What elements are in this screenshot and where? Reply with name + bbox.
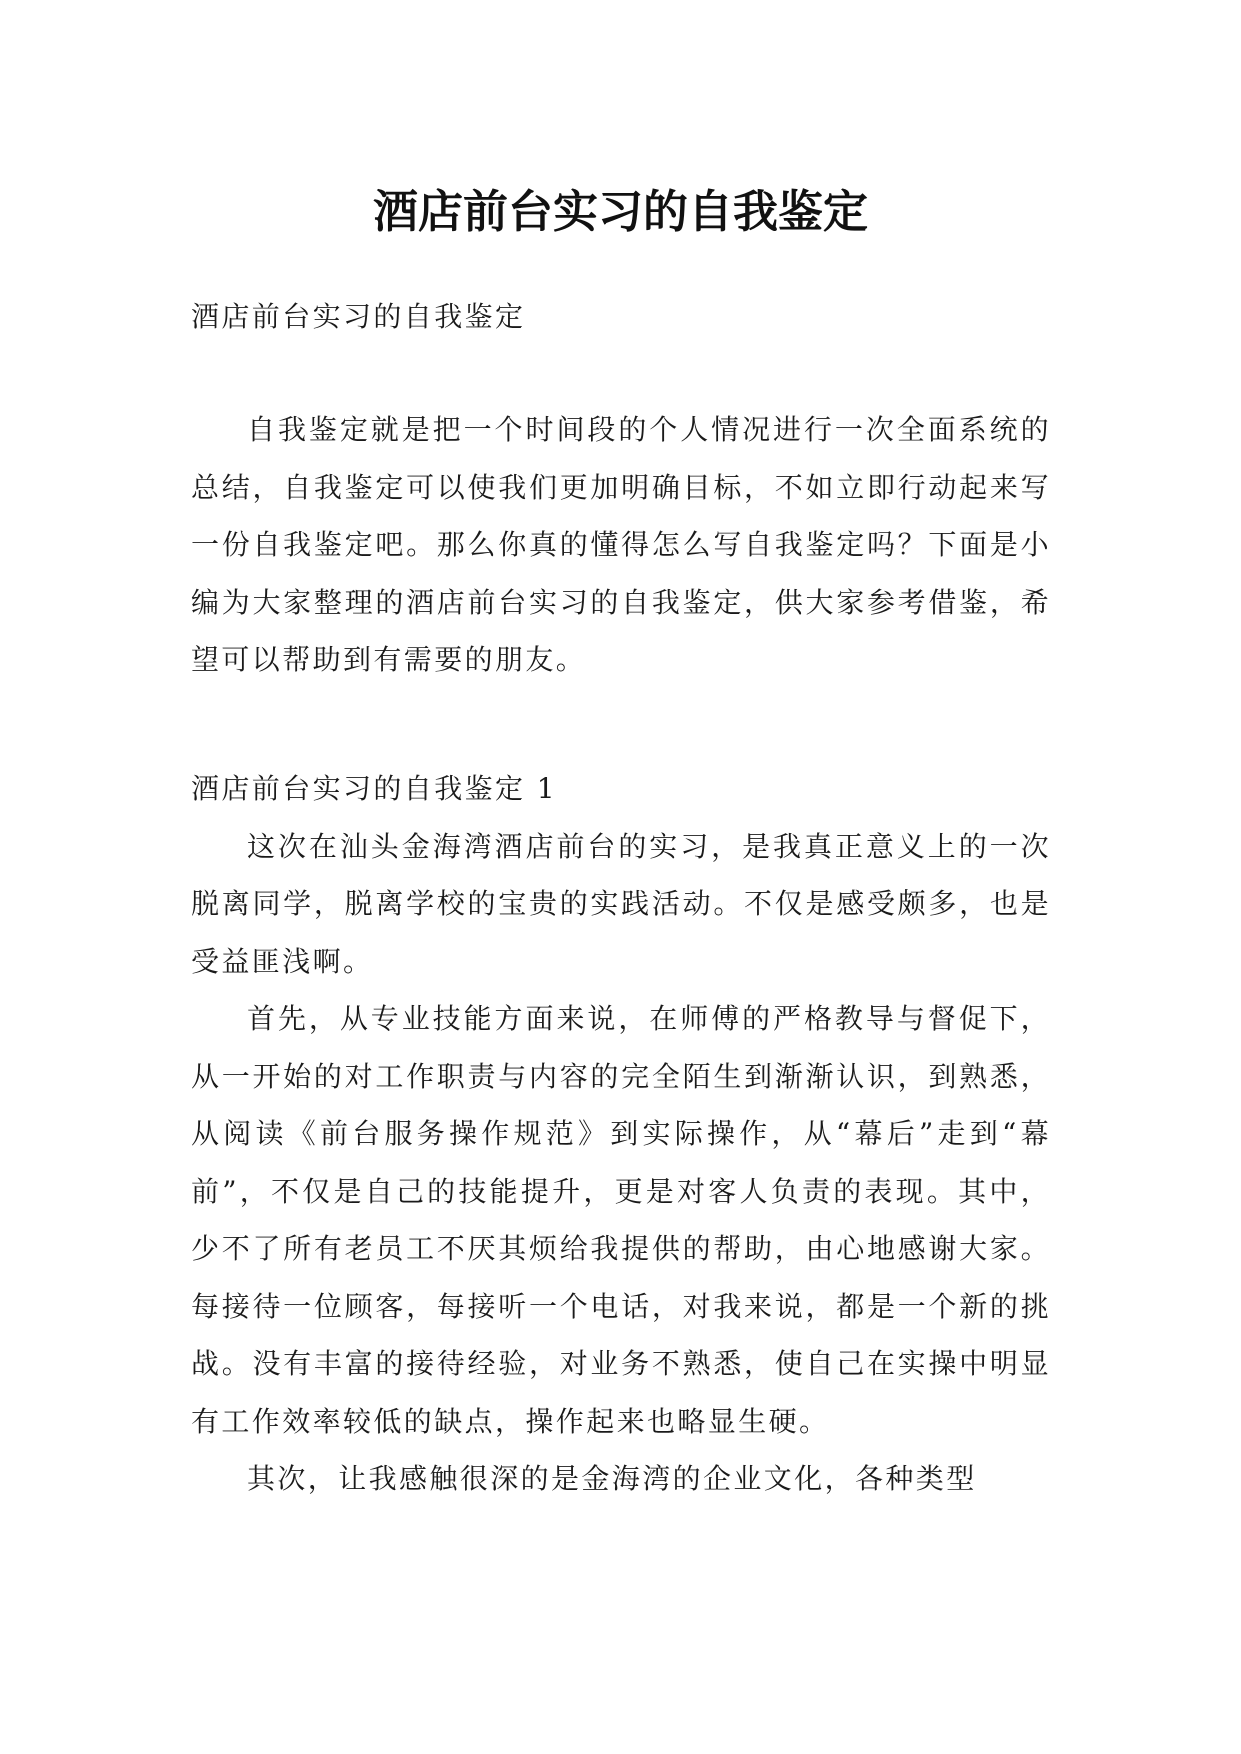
document-title: 酒店前台实习的自我鉴定 — [372, 185, 868, 239]
intro-block — [191, 401, 1051, 689]
subtitle-text: 酒店前台实习的自我鉴定 — [191, 300, 526, 333]
section-paragraph-3: 其次，让我感触很深的是金海湾的企业文化，各种类型 — [247, 1462, 977, 1495]
section-heading: 酒店前台实习的自我鉴定 1 — [191, 772, 557, 805]
section-paragraph-2: 首先，从专业技能方面来说，在师傅的严格教导与督促下，从一开始的对工作职责与内容的完全陌生到渐渐认识，到熟悉，从阅读《前台服务操作规范》到实际操作，从“幕后”走到“幕前”，不仅是自己的技能提升，更是对客人负责的表现。其中，少不了所有老员工不厌其烦给我提供的帮助，由心地感谢大家。每接待一位顾客，每接听一个电话，对我来说，都是一个新的挑战。没有丰富的接待经验，对业务不熟悉，使自己在实操中明显有工作效率较低的缺点，操作起来也略显生硬。 — [191, 1002, 1051, 1438]
section-paragraph-1: 这次在汕头金海湾酒店前台的实习，是我真正意义上的一次脱离同学，脱离学校的宝贵的实践活动。不仅是感受颇多，也是受益匪浅啊。 — [191, 829, 1051, 978]
document-subtitle — [191, 288, 1051, 346]
intro-paragraph: 自我鉴定就是把一个时间段的个人情况进行一次全面系统的总结，自我鉴定可以使我们更加明确目标，不如立即行动起来写一份自我鉴定吧。那么你真的懂得怎么写自我鉴定吗？下面是小编为大家整理的酒店前台实习的自我鉴定，供大家参考借鉴，希望可以帮助到有需要的朋友。 — [191, 413, 1051, 676]
section-1 — [191, 760, 1051, 1508]
